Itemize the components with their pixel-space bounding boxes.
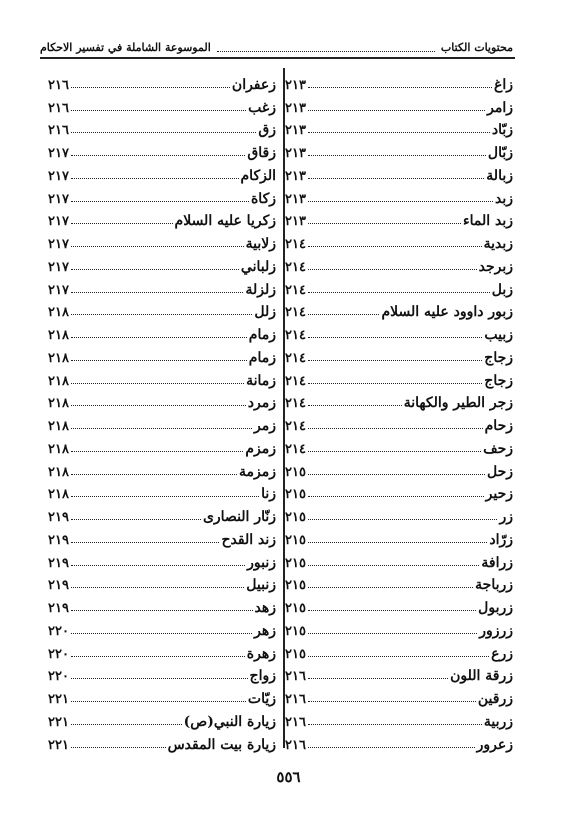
index-entry xyxy=(48,616,276,639)
index-entry xyxy=(285,593,513,616)
entry-page-number: ٢١٤ xyxy=(285,305,306,321)
dot-leader xyxy=(71,110,246,111)
index-entry xyxy=(48,320,276,343)
entry-page-number: ٢١٤ xyxy=(285,396,306,412)
index-entry xyxy=(48,184,276,207)
index-entry xyxy=(48,639,276,662)
entry-term: زلباني xyxy=(240,258,276,275)
entry-term: زغب xyxy=(248,99,276,116)
entry-page-number: ٢١٤ xyxy=(285,259,306,275)
entry-page-number: ٢١٤ xyxy=(285,237,306,252)
index-entry xyxy=(285,320,513,343)
entry-page-number: ٢١٨ xyxy=(48,350,69,366)
index-entry xyxy=(48,252,276,275)
index-entry xyxy=(48,138,276,161)
entry-page-number: ٢١٧ xyxy=(48,191,69,207)
entry-page-number: ٢١٤ xyxy=(285,282,306,298)
dot-leader xyxy=(71,633,252,634)
index-entry xyxy=(285,616,513,639)
entry-page-number: ٢١٣ xyxy=(285,77,306,93)
dot-leader xyxy=(71,246,244,247)
entry-term: زمانة xyxy=(246,372,276,389)
dot-leader xyxy=(308,656,489,657)
entry-term: زربية xyxy=(483,713,513,730)
header-dot-leader xyxy=(217,43,435,52)
entry-page-number: ٢١٦ xyxy=(48,100,69,116)
entry-term: زمزم xyxy=(245,440,276,457)
entry-page-number: ٢١٨ xyxy=(48,464,69,480)
entry-term: زحف xyxy=(483,440,513,457)
entry-page-number: ٢١٦ xyxy=(285,692,306,707)
index-entry xyxy=(285,343,513,366)
index-entry xyxy=(285,207,513,230)
entry-page-number: ٢١٩ xyxy=(48,601,69,616)
entry-page-number: ٢١٤ xyxy=(285,373,306,389)
dot-leader xyxy=(308,451,481,452)
entry-page-number: ٢١٦ xyxy=(285,669,306,685)
entry-term: زبدية xyxy=(483,236,513,252)
entry-term: زبل xyxy=(491,281,513,298)
entry-page-number: ٢١٨ xyxy=(48,419,69,434)
index-entry xyxy=(48,298,276,321)
dot-leader xyxy=(71,178,239,179)
entry-term: زنبيل xyxy=(246,577,276,594)
dot-leader xyxy=(71,337,247,338)
index-column-right xyxy=(285,70,513,753)
entry-page-number: ٢١٨ xyxy=(48,373,69,389)
dot-leader xyxy=(308,178,484,179)
entry-term: زعرور xyxy=(476,736,513,753)
entry-term: زبد xyxy=(494,190,513,207)
entry-page-number: ٢١٣ xyxy=(285,168,306,184)
dot-leader xyxy=(308,269,477,270)
dot-leader xyxy=(308,496,484,497)
index-entry xyxy=(285,366,513,389)
dot-leader xyxy=(71,474,237,475)
index-entry xyxy=(48,343,276,366)
dot-leader xyxy=(71,724,182,725)
entry-term: زجاج xyxy=(484,372,513,389)
entry-term: زرع xyxy=(491,645,513,662)
entry-page-number: ٢٢١ xyxy=(48,714,69,730)
index-entry xyxy=(285,116,513,139)
entry-page-number: ٢١٥ xyxy=(285,623,306,639)
entry-page-number: ٢١٦ xyxy=(48,77,69,93)
dot-leader xyxy=(71,87,230,88)
entry-term: زرباجة xyxy=(475,577,513,594)
dot-leader xyxy=(71,678,248,679)
dot-leader xyxy=(308,678,448,679)
index-entry xyxy=(285,298,513,321)
entry-term: زلزلة xyxy=(245,281,276,298)
index-entry xyxy=(48,684,276,707)
dot-leader xyxy=(308,155,486,156)
entry-term: زبور داوود عليه السلام xyxy=(381,304,513,321)
entry-term: زربول xyxy=(478,600,513,616)
dot-leader xyxy=(71,451,243,452)
dot-leader xyxy=(71,383,244,384)
entry-term: الزكام xyxy=(240,167,276,184)
header-rule xyxy=(40,57,515,59)
index-entry xyxy=(48,93,276,116)
entry-term: زمزمة xyxy=(239,463,276,480)
running-header xyxy=(40,38,513,56)
index-entry xyxy=(48,593,276,616)
dot-leader xyxy=(71,201,249,202)
index-entry xyxy=(285,548,513,571)
dot-leader xyxy=(71,405,246,406)
dot-leader xyxy=(71,428,252,429)
entry-term: زكريا عليه السلام xyxy=(174,213,276,230)
entry-page-number: ٢١٧ xyxy=(48,214,69,230)
dot-leader xyxy=(71,155,245,156)
entry-term: زعفران xyxy=(231,76,276,93)
entry-term: زنا xyxy=(261,486,276,503)
entry-term: زقاق xyxy=(247,145,276,161)
index-entry xyxy=(48,161,276,184)
entry-page-number: ٢١٧ xyxy=(48,146,69,161)
index-entry xyxy=(285,389,513,412)
index-entry xyxy=(285,457,513,480)
entry-term: زرّاد xyxy=(489,531,513,548)
entry-page-number: ٢١٦ xyxy=(48,123,69,139)
entry-term: زجاج xyxy=(484,349,513,366)
entry-page-number: ٢١٩ xyxy=(48,532,69,548)
index-entry xyxy=(285,684,513,707)
entry-term: زند القدح xyxy=(221,531,276,548)
entry-term: زيارة النبي(ص) xyxy=(183,713,276,730)
entry-page-number: ٢١٣ xyxy=(285,214,306,230)
index-entry xyxy=(48,730,276,753)
entry-term: زحير xyxy=(485,486,513,503)
index-entry xyxy=(285,70,513,93)
entry-term: زمام xyxy=(248,327,276,343)
index-column-left xyxy=(48,70,276,753)
dot-leader xyxy=(71,656,245,657)
entry-page-number: ٢١٤ xyxy=(285,350,306,366)
entry-page-number: ٢١٤ xyxy=(285,441,306,457)
dot-leader xyxy=(71,269,239,270)
dot-leader xyxy=(308,201,493,202)
entry-term: زحل xyxy=(486,463,513,480)
entry-page-number: ٢٢٠ xyxy=(48,646,69,662)
index-entry xyxy=(285,571,513,594)
entry-page-number: ٢١٤ xyxy=(285,328,306,343)
entry-page-number: ٢١٥ xyxy=(285,487,306,503)
dot-leader xyxy=(308,360,482,361)
entry-page-number: ٢١٥ xyxy=(285,646,306,662)
index-entry xyxy=(48,707,276,730)
entry-term: زرافة xyxy=(481,554,513,571)
dot-leader xyxy=(308,519,498,520)
entry-term: زبرجد xyxy=(478,258,513,275)
index-entry xyxy=(48,116,276,139)
dot-leader xyxy=(71,360,247,361)
index-entry xyxy=(285,502,513,525)
index-entry xyxy=(285,411,513,434)
entry-page-number: ٢١٨ xyxy=(48,396,69,412)
entry-term: زلل xyxy=(254,304,276,321)
entry-term: زبّاد xyxy=(491,122,513,139)
index-entry xyxy=(48,229,276,252)
entry-page-number: ٢١٣ xyxy=(285,191,306,207)
dot-leader xyxy=(308,747,475,748)
dot-leader xyxy=(308,223,461,224)
dot-leader xyxy=(71,519,201,520)
dot-leader xyxy=(308,405,402,406)
entry-page-number: ٢١٥ xyxy=(285,532,306,548)
index-entry xyxy=(285,184,513,207)
entry-term: زنبور xyxy=(247,554,276,571)
entry-page-number: ٢١٩ xyxy=(48,510,69,525)
column-divider xyxy=(283,68,285,748)
dot-leader xyxy=(308,633,477,634)
index-entry xyxy=(285,707,513,730)
entry-page-number: ٢٢١ xyxy=(48,737,69,753)
header-book-title: الموسوعة الشاملة في تفسير الاحكام xyxy=(40,40,211,54)
entry-term: زمر xyxy=(254,418,276,434)
index-entry xyxy=(285,480,513,503)
entry-term: زحام xyxy=(484,418,513,434)
entry-page-number: ٢٢١ xyxy=(48,692,69,707)
dot-leader xyxy=(308,337,482,338)
index-entry xyxy=(48,457,276,480)
dot-leader xyxy=(308,724,482,725)
index-entry xyxy=(48,480,276,503)
entry-page-number: ٢١٧ xyxy=(48,168,69,184)
entry-page-number: ٢٢٠ xyxy=(48,669,69,685)
entry-page-number: ٢١٩ xyxy=(48,578,69,594)
index-entry xyxy=(285,730,513,753)
index-entry xyxy=(48,502,276,525)
entry-page-number: ٢١٥ xyxy=(285,464,306,480)
entry-term: زهد xyxy=(254,600,276,616)
entry-page-number: ٢١٧ xyxy=(48,237,69,252)
index-entry xyxy=(48,366,276,389)
dot-leader xyxy=(71,132,256,133)
dot-leader xyxy=(71,542,220,543)
dot-leader xyxy=(308,701,476,702)
entry-page-number: ٢١٥ xyxy=(285,555,306,571)
index-entry xyxy=(48,525,276,548)
dot-leader xyxy=(71,701,246,702)
dot-leader xyxy=(71,292,244,293)
entry-term: زجر الطير والكهانة xyxy=(403,395,513,412)
entry-term: زر xyxy=(499,509,513,525)
entry-page-number: ٢١٥ xyxy=(285,578,306,594)
index-entry xyxy=(285,161,513,184)
entry-term: زبالة xyxy=(486,167,513,184)
entry-page-number: ٢١٣ xyxy=(285,100,306,116)
entry-page-number: ٢١٦ xyxy=(285,714,306,730)
entry-page-number: ٢١٨ xyxy=(48,441,69,457)
index-entry xyxy=(48,548,276,571)
entry-page-number: ٢١٣ xyxy=(285,123,306,139)
dot-leader xyxy=(308,474,485,475)
entry-page-number: ٢١٨ xyxy=(48,487,69,503)
dot-leader xyxy=(71,496,259,497)
dot-leader xyxy=(308,542,487,543)
entry-page-number: ٢١٩ xyxy=(48,555,69,571)
entry-term: زهرة xyxy=(246,645,276,662)
dot-leader xyxy=(308,246,482,247)
entry-term: زيّات xyxy=(247,691,276,707)
index-entry xyxy=(285,275,513,298)
entry-term: زبد الماء xyxy=(463,213,513,230)
dot-leader xyxy=(71,314,252,315)
entry-term: زرزور xyxy=(479,622,513,639)
entry-term: زنّار النصارى xyxy=(202,509,276,525)
entry-term: زيارة بيت المقدس xyxy=(167,736,276,753)
entry-page-number: ٢١٨ xyxy=(48,328,69,343)
index-entry xyxy=(285,138,513,161)
index-entry xyxy=(285,639,513,662)
entry-term: زلابية xyxy=(245,236,276,252)
dot-leader xyxy=(308,314,380,315)
index-entry xyxy=(48,411,276,434)
dot-leader xyxy=(71,747,166,748)
dot-leader xyxy=(71,223,173,224)
entry-page-number: ٢١٤ xyxy=(285,419,306,434)
entry-term: زبّال xyxy=(487,145,513,161)
dot-leader xyxy=(308,383,482,384)
index-entry xyxy=(48,434,276,457)
entry-term: زمرد xyxy=(247,395,276,412)
entry-term: زهر xyxy=(254,622,276,639)
index-entry xyxy=(48,207,276,230)
index-entry xyxy=(48,571,276,594)
entry-term: زاغ xyxy=(493,76,513,93)
dot-leader xyxy=(308,132,490,133)
index-entry xyxy=(48,662,276,685)
dot-leader xyxy=(308,428,483,429)
entry-page-number: ٢١٣ xyxy=(285,146,306,161)
index-entry xyxy=(48,70,276,93)
entry-page-number: ٢١٧ xyxy=(48,282,69,298)
index-entry xyxy=(285,434,513,457)
entry-term: زرقة اللون xyxy=(450,668,513,685)
index-entry xyxy=(285,662,513,685)
dot-leader xyxy=(308,110,485,111)
index-entry xyxy=(48,389,276,412)
entry-page-number: ٢١٧ xyxy=(48,259,69,275)
entry-term: زق xyxy=(258,122,276,139)
index-entry xyxy=(285,525,513,548)
entry-term: زكاة xyxy=(250,190,276,207)
entry-page-number: ٢٢٠ xyxy=(48,623,69,639)
entry-term: زبيب xyxy=(484,327,513,343)
index-entry xyxy=(285,229,513,252)
entry-term: زامر xyxy=(487,99,513,116)
dot-leader xyxy=(308,87,492,88)
dot-leader xyxy=(71,610,253,611)
dot-leader xyxy=(71,587,244,588)
index-entry xyxy=(285,252,513,275)
entry-page-number: ٢١٦ xyxy=(285,737,306,753)
entry-page-number: ٢١٥ xyxy=(285,601,306,616)
entry-term: زمام xyxy=(248,349,276,366)
page-number: ٥٥٦ xyxy=(276,768,301,786)
entry-page-number: ٢١٥ xyxy=(285,510,306,525)
dot-leader xyxy=(308,610,476,611)
header-section: محتويات الكتاب xyxy=(440,40,513,54)
index-entry xyxy=(48,275,276,298)
dot-leader xyxy=(308,292,490,293)
index-entry xyxy=(285,93,513,116)
entry-page-number: ٢١٨ xyxy=(48,305,69,321)
entry-term: زواج xyxy=(249,668,276,685)
entry-term: زرقين xyxy=(477,691,513,707)
dot-leader xyxy=(308,587,473,588)
dot-leader xyxy=(308,565,479,566)
dot-leader xyxy=(71,565,245,566)
